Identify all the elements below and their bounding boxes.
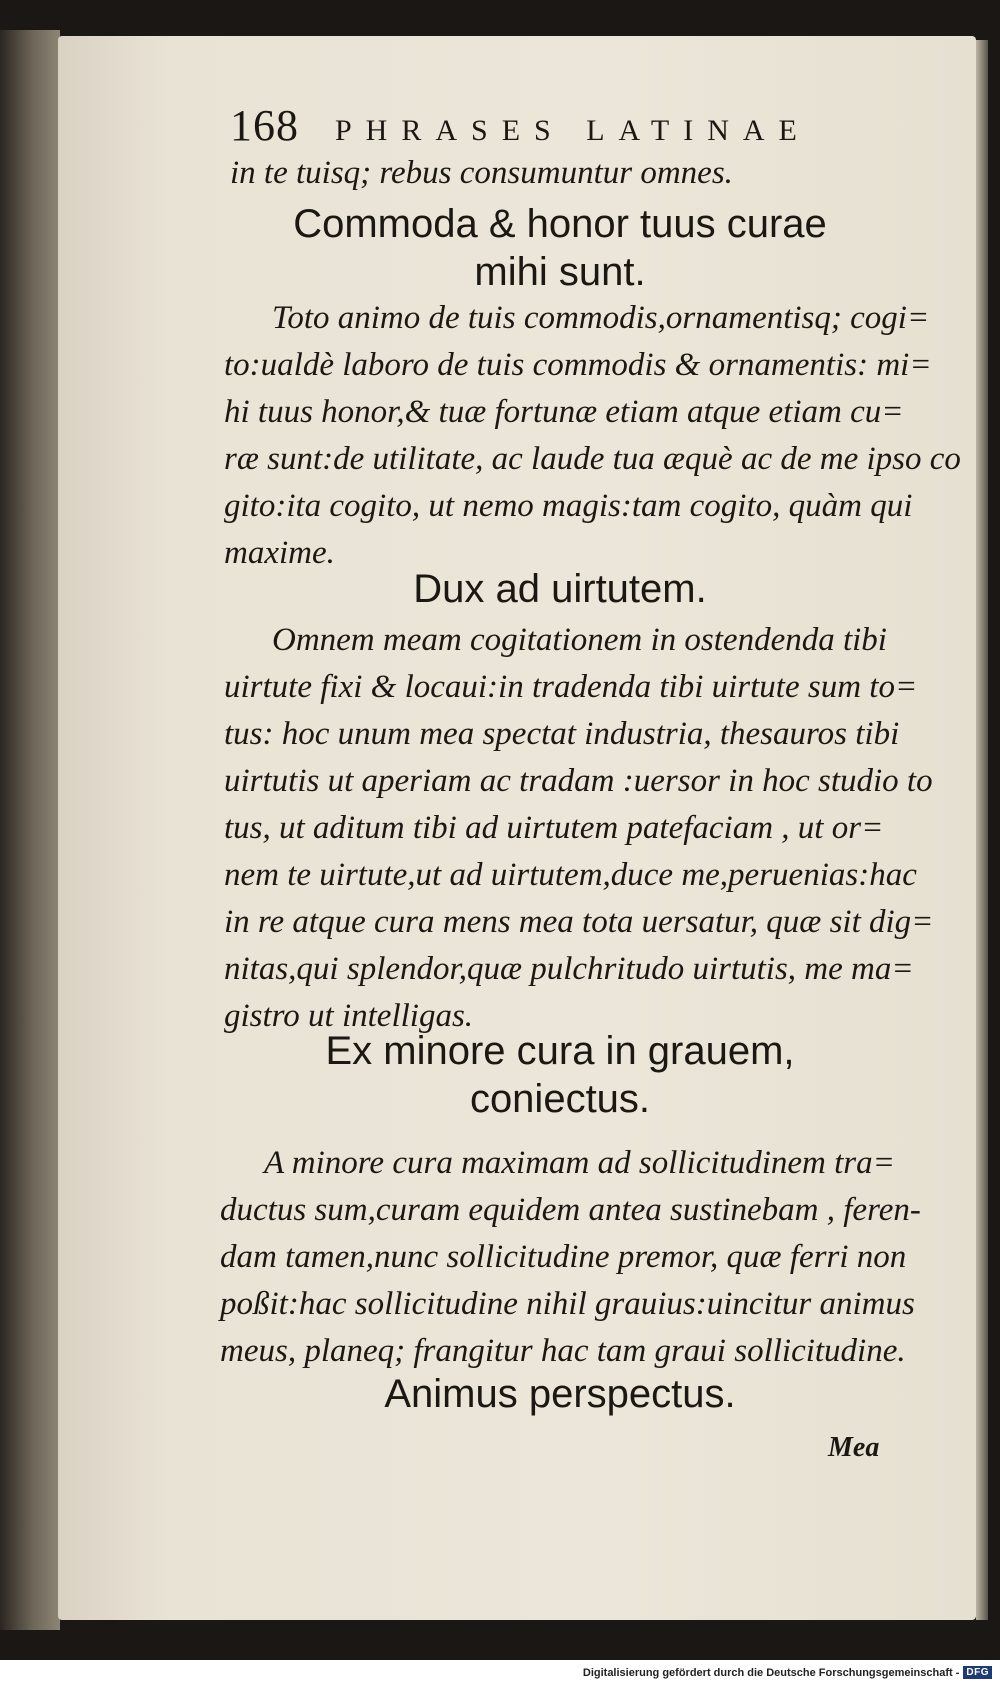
text-line: poßit:hac sollicitudine nihil grauius:uincitur animus — [220, 1286, 915, 1322]
text-line: hi tuus honor,& tuæ fortunæ etiam atque etiam cu= — [224, 394, 904, 430]
section-heading: Ex minore cura in grauem, — [325, 1029, 795, 1073]
text-line: nem te uirtute,ut ad uirtutem,duce me,peruenias:hac — [224, 857, 917, 893]
text-line: ductus sum,curam equidem antea sustinebam , feren- — [220, 1192, 921, 1228]
section-heading: Animus perspectus. — [384, 1372, 736, 1416]
text-line: gito:ita cogito, ut nemo magis:tam cogito, quàm qui — [224, 488, 913, 524]
text-line: uirtutis ut aperiam ac tradam :uersor in hoc studio to — [224, 763, 933, 799]
section-heading: coniectus. — [469, 1077, 651, 1121]
text-line: dam tamen,nunc sollicitudine premor, quæ ferri non — [220, 1239, 907, 1275]
catchword: Mea — [828, 1432, 880, 1463]
section-heading: Commoda & honor tuus curae — [293, 202, 827, 246]
text-line: meus, planeq; frangitur hac tam graui sollicitudine. — [220, 1333, 906, 1369]
digitization-footer — [0, 1660, 1000, 1685]
text-line: tus: hoc unum mea spectat industria, thesauros tibi — [224, 716, 900, 752]
section-heading: mihi sunt. — [474, 250, 646, 294]
book-spine — [0, 30, 60, 1630]
page-number: 168 — [230, 101, 299, 150]
text-line: ræ sunt:de utilitate, ac laude tua æquè ac de me ipso co — [224, 441, 961, 477]
text-line: maxime. — [224, 535, 335, 571]
text-line: Omnem meam cogitationem in ostendenda tibi — [272, 622, 887, 658]
text-line: Toto animo de tuis commodis,ornamentisq; cogi= — [272, 300, 930, 336]
text-line: A minore cura maximam ad sollicitudinem tra= — [264, 1145, 895, 1181]
text-line: gistro ut intelligas. — [224, 998, 474, 1034]
dfg-logo: DFG — [963, 1666, 992, 1679]
section-heading: Dux ad uirtutem. — [413, 567, 707, 611]
text-line: uirtute fixi & locaui:in tradenda tibi uirtute sum to= — [224, 669, 918, 705]
text-line: nitas,qui splendor,quæ pulchritudo uirtutis, me ma= — [224, 951, 914, 987]
funding-credit: Digitalisierung gefördert durch die Deutsche Forschungsgemeinschaft - — [582, 1666, 960, 1679]
text-line: tus, ut aditum tibi ad uirtutem patefaciam , ut or= — [224, 810, 884, 846]
running-head: PHRASES LATINAE — [335, 114, 811, 147]
page-edge — [976, 40, 988, 1620]
text-line: in re atque cura mens mea tota uersatur, quæ sit dig= — [224, 904, 934, 940]
intro-line: in te tuisq; rebus consumuntur omnes. — [230, 155, 733, 191]
text-line: to:ualdè laboro de tuis commodis & ornamentis: mi= — [224, 347, 932, 383]
